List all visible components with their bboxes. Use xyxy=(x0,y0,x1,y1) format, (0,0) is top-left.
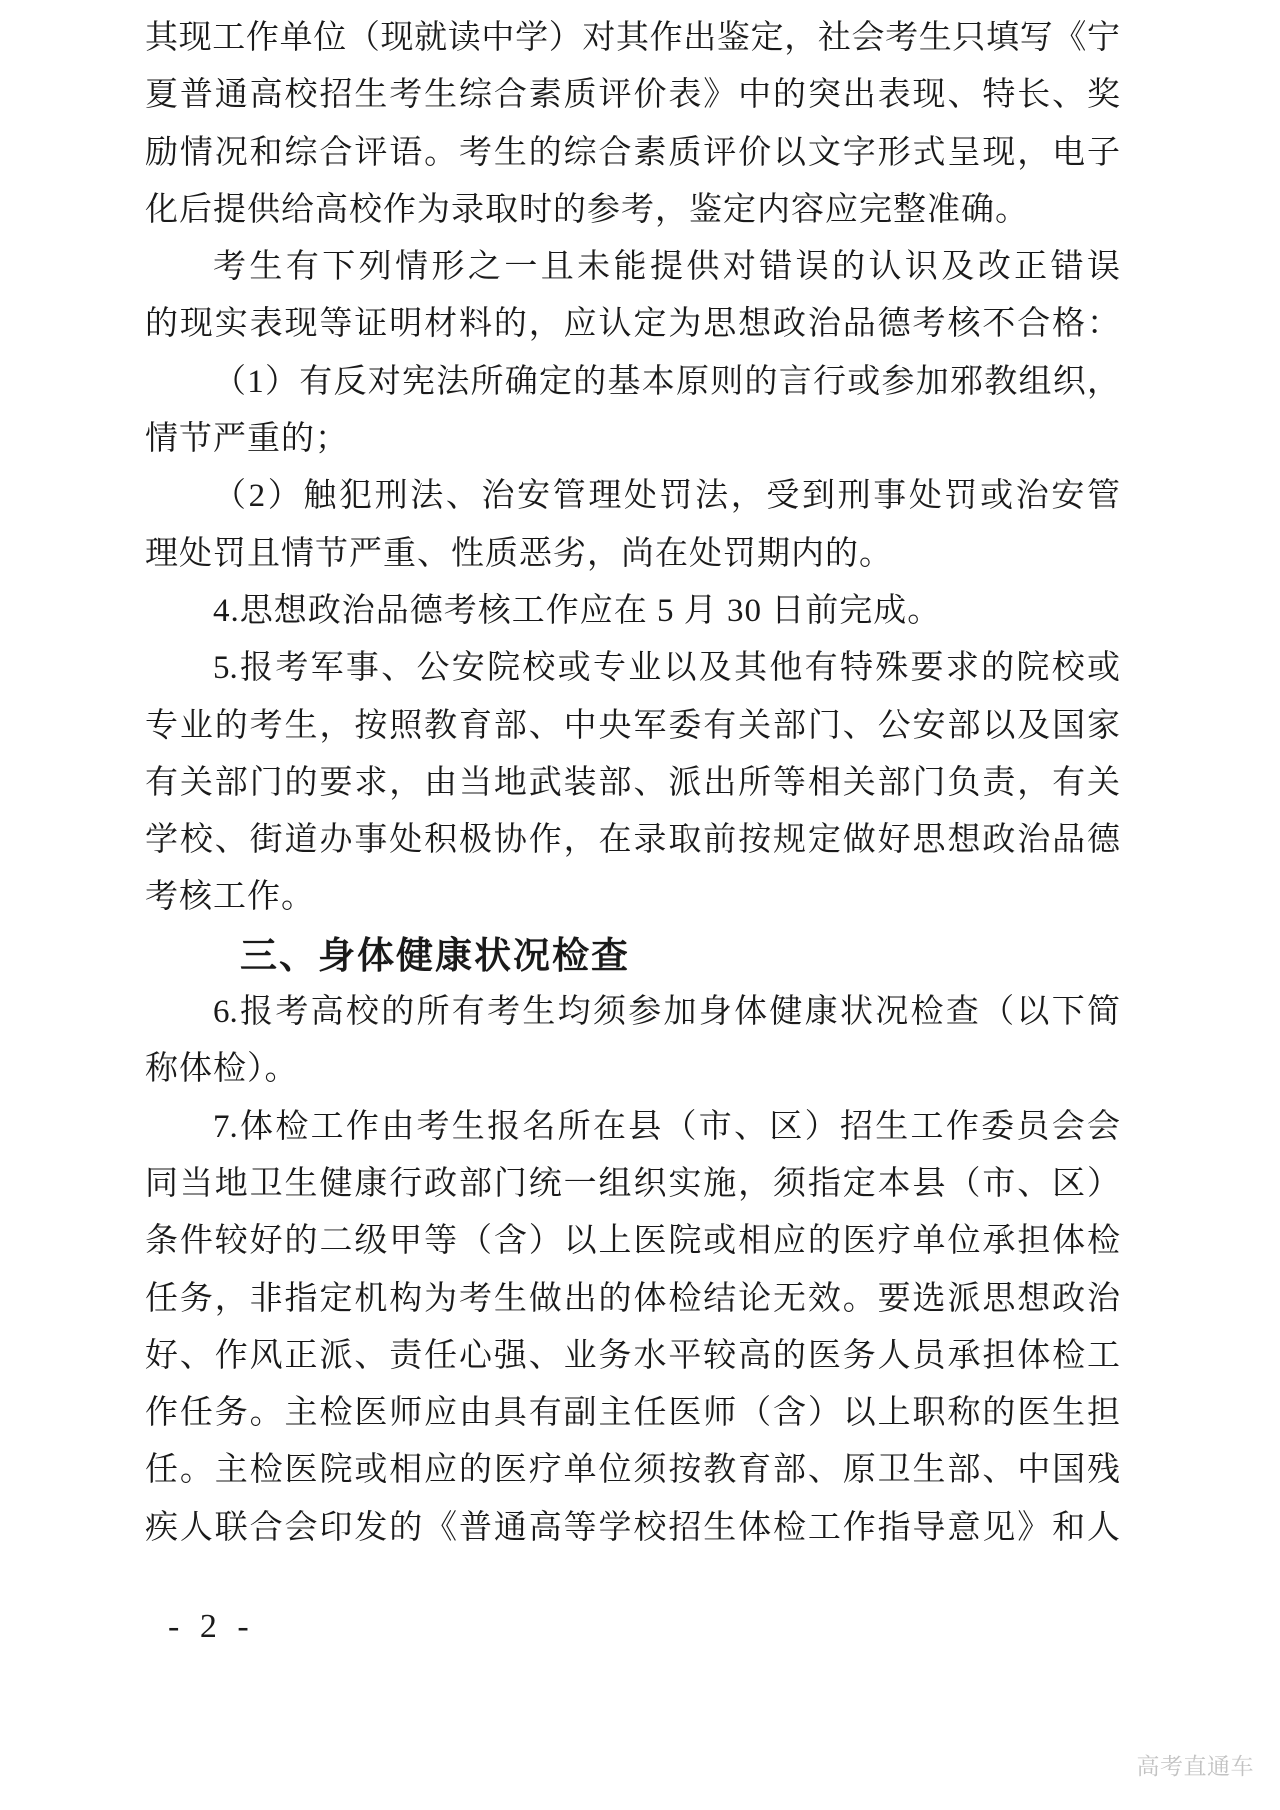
watermark: 高考直通车 xyxy=(1136,1753,1254,1779)
text-line: 作任务。主检医师应由具有副主任医师（含）以上职称的医生担 xyxy=(145,1395,1120,1432)
page-number: - 2 - xyxy=(168,1608,255,1645)
text-line: 化后提供给高校作为录取时的参考，鉴定内容应完整准确。 xyxy=(145,191,1029,228)
text-line: 情节严重的； xyxy=(145,421,349,458)
text-line: 理处罚且情节严重、性质恶劣，尚在处罚期内的。 xyxy=(145,535,893,572)
text-line: 有关部门的要求，由当地武装部、派出所等相关部门负责，有关 xyxy=(145,764,1120,801)
text-line: 的现实表现等证明材料的，应认定为思想政治品德考核不合格： xyxy=(145,306,1120,343)
text-line: 其现工作单位（现就读中学）对其作出鉴定，社会考生只填写《宁 xyxy=(145,20,1120,56)
text-line: （1）有反对宪法所确定的基本原则的言行或参加邪教组织， xyxy=(213,363,1120,400)
text-line: 专业的考生，按照教育部、中央军委有关部门、公安部以及国家 xyxy=(145,707,1120,744)
text-line: 任务，非指定机构为考生做出的体检结论无效。要选派思想政治 xyxy=(145,1280,1120,1317)
section-heading: 三、身体健康状况检查 xyxy=(240,934,630,976)
text-line: 条件较好的二级甲等（含）以上医院或相应的医疗单位承担体检 xyxy=(145,1223,1120,1260)
text-line: 同当地卫生健康行政部门统一组织实施，须指定本县（市、区） xyxy=(145,1165,1120,1202)
text-line: 7.体检工作由考生报名所在县（市、区）招生工作委员会会 xyxy=(213,1108,1120,1145)
text-line: 疾人联合会印发的《普通高等学校招生体检工作指导意见》和人 xyxy=(145,1509,1120,1546)
text-line: （2）触犯刑法、治安管理处罚法，受到刑事处罚或治安管 xyxy=(213,478,1120,515)
document-body xyxy=(145,10,1120,1557)
text-line: 5.报考军事、公安院校或专业以及其他有特殊要求的院校或 xyxy=(213,650,1120,687)
text-line: 称体检）。 xyxy=(145,1051,299,1088)
text-line: 考核工作。 xyxy=(145,879,315,916)
text-line: 考生有下列情形之一且未能提供对错误的认识及改正错误 xyxy=(213,249,1120,286)
text-line: 励情况和综合评语。考生的综合素质评价以文字形式呈现，电子 xyxy=(145,134,1120,171)
text-line: 夏普通高校招生考生综合素质评价表》中的突出表现、特长、奖 xyxy=(145,77,1120,114)
text-line: 好、作风正派、责任心强、业务水平较高的医务人员承担体检工 xyxy=(145,1337,1120,1374)
text-line: 任。主检医院或相应的医疗单位须按教育部、原卫生部、中国残 xyxy=(145,1452,1120,1489)
text-line: 6.报考高校的所有考生均须参加身体健康状况检查（以下简 xyxy=(213,994,1120,1031)
text-line: 4.思想政治品德考核工作应在 5 月 30 日前完成。 xyxy=(213,592,942,629)
text-line: 学校、街道办事处积极协作，在录取前按规定做好思想政治品德 xyxy=(145,822,1120,859)
